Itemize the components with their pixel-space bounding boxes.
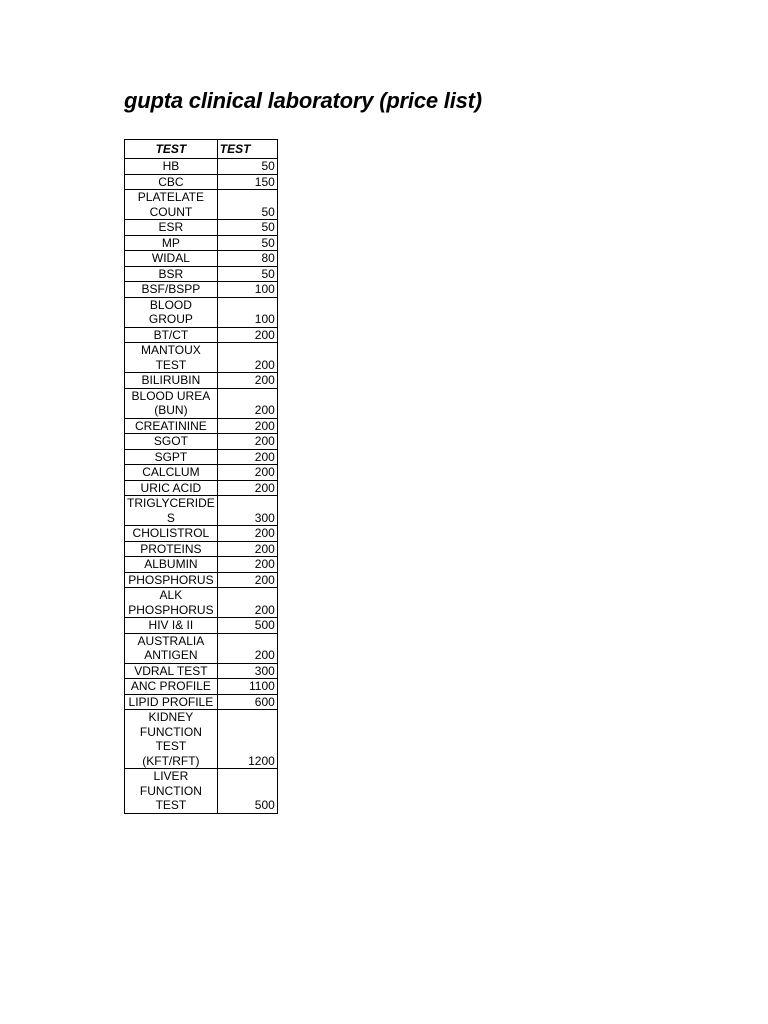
table-row xyxy=(125,174,278,190)
table-row xyxy=(125,266,278,282)
table-row xyxy=(125,710,278,769)
test-name-line: MANTOUX xyxy=(141,343,201,357)
table-row xyxy=(125,465,278,481)
test-price-cell: 200 xyxy=(217,633,277,663)
test-name-line: CREATININE xyxy=(135,418,207,433)
test-name-line: KIDNEY xyxy=(148,710,194,724)
table-row xyxy=(125,434,278,450)
test-price-cell: 150 xyxy=(217,174,277,190)
test-name-cell xyxy=(125,235,218,251)
test-name-line: FUNCTION xyxy=(139,724,202,739)
test-price-cell: 600 xyxy=(217,694,277,710)
test-price-cell: 500 xyxy=(217,618,277,634)
test-name-cell xyxy=(125,663,218,679)
test-name-line: (KFT/RFT) xyxy=(142,753,200,768)
test-name-cell xyxy=(125,418,218,434)
test-name-line: VDRAL TEST xyxy=(134,663,208,678)
test-price-cell: 200 xyxy=(217,434,277,450)
test-name-line: FUNCTION xyxy=(139,783,202,798)
table-row xyxy=(125,388,278,418)
test-name-cell xyxy=(125,526,218,542)
test-name-line: BLOOD xyxy=(149,297,192,312)
table-row xyxy=(125,282,278,298)
test-name-cell xyxy=(125,496,218,526)
table-row xyxy=(125,449,278,465)
test-name-cell xyxy=(125,297,218,327)
test-name-line: PHOSPHORUS xyxy=(128,602,214,617)
table-row xyxy=(125,327,278,343)
table-row xyxy=(125,663,278,679)
test-name-line: WIDAL xyxy=(151,251,190,265)
test-price-cell: 1100 xyxy=(217,679,277,695)
test-name-cell xyxy=(125,282,218,298)
test-name-line: PLATELATE xyxy=(137,190,205,204)
table-row xyxy=(125,769,278,814)
test-name-line: GROUP xyxy=(148,312,193,326)
test-name-line: LIPID PROFILE xyxy=(128,694,214,709)
test-name-line: HIV I& II xyxy=(148,618,194,632)
test-name-line: PHOSPHORUS xyxy=(128,572,214,587)
price-list-table xyxy=(124,139,278,814)
test-name-line: (BUN) xyxy=(154,403,188,417)
table-row xyxy=(125,297,278,327)
test-name-line: ANC PROFILE xyxy=(130,679,211,693)
test-price-cell: 300 xyxy=(217,663,277,679)
table-row xyxy=(125,633,278,663)
table-row xyxy=(125,557,278,573)
test-name-cell xyxy=(125,679,218,695)
test-name-line: BSF/BSPP xyxy=(141,282,201,296)
test-name-line: BLOOD UREA xyxy=(131,388,211,403)
table-header-row xyxy=(125,140,278,159)
test-price-cell: 200 xyxy=(217,418,277,434)
test-price-cell: 200 xyxy=(217,465,277,481)
table-row xyxy=(125,618,278,634)
test-name-line: ALK xyxy=(159,588,183,602)
test-name-cell xyxy=(125,220,218,236)
test-name-line: S xyxy=(166,510,175,525)
table-row xyxy=(125,572,278,588)
column-header-price: TEST xyxy=(217,140,277,159)
test-name-cell xyxy=(125,572,218,588)
test-name-line: COUNT xyxy=(149,204,193,219)
test-name-cell xyxy=(125,266,218,282)
test-name-line: MP xyxy=(161,235,180,250)
test-name-cell xyxy=(125,769,218,814)
test-price-cell: 200 xyxy=(217,327,277,343)
test-name-cell xyxy=(125,465,218,481)
test-name-line: URIC ACID xyxy=(140,480,202,495)
test-name-cell xyxy=(125,694,218,710)
test-price-cell: 200 xyxy=(217,388,277,418)
test-price-cell: 100 xyxy=(217,297,277,327)
table-row xyxy=(125,190,278,220)
test-name-line: CALCLUM xyxy=(142,465,200,479)
table-row xyxy=(125,496,278,526)
table-row xyxy=(125,588,278,618)
test-name-line: BSR xyxy=(158,266,184,281)
table-row xyxy=(125,480,278,496)
test-name-line: LIVER xyxy=(153,769,189,783)
test-name-line: CBC xyxy=(158,174,184,189)
test-name-line: ESR xyxy=(158,220,184,234)
table-row xyxy=(125,694,278,710)
page-title: gupta clinical laboratory (price list) xyxy=(124,88,482,113)
test-name-line: TRIGLYCERIDE xyxy=(127,496,215,510)
table-row xyxy=(125,679,278,695)
test-price-cell: 200 xyxy=(217,526,277,542)
test-name-line: SGOT xyxy=(153,434,188,448)
table-row xyxy=(125,235,278,251)
test-price-cell: 50 xyxy=(217,159,277,175)
test-name-line: BILIRUBIN xyxy=(141,373,201,387)
price-list-body xyxy=(125,159,278,814)
test-name-line: BT/CT xyxy=(153,327,189,342)
column-header-test: TEST xyxy=(125,140,218,159)
test-name-line: AUSTRALIA xyxy=(137,633,205,648)
test-name-cell xyxy=(125,327,218,343)
test-price-cell: 200 xyxy=(217,572,277,588)
table-row xyxy=(125,220,278,236)
test-price-cell: 500 xyxy=(217,769,277,814)
test-name-cell xyxy=(125,174,218,190)
test-name-line: CHOLISTROL xyxy=(132,526,210,540)
test-price-cell: 1200 xyxy=(217,710,277,769)
test-price-cell: 50 xyxy=(217,235,277,251)
test-name-line: HB xyxy=(162,159,180,173)
test-name-line: PROTEINS xyxy=(140,541,202,556)
table-row xyxy=(125,251,278,267)
test-price-cell: 200 xyxy=(217,480,277,496)
test-price-cell: 50 xyxy=(217,220,277,236)
test-price-cell: 200 xyxy=(217,557,277,573)
table-row xyxy=(125,159,278,175)
test-name-cell xyxy=(125,710,218,769)
test-price-cell: 100 xyxy=(217,282,277,298)
test-price-cell: 50 xyxy=(217,266,277,282)
test-name-cell xyxy=(125,541,218,557)
table-row xyxy=(125,343,278,373)
test-name-cell xyxy=(125,449,218,465)
test-name-cell xyxy=(125,618,218,634)
table-row xyxy=(125,418,278,434)
test-name-cell xyxy=(125,373,218,389)
test-name-cell xyxy=(125,557,218,573)
table-row xyxy=(125,373,278,389)
test-name-line: SGPT xyxy=(154,449,188,464)
test-name-cell xyxy=(125,343,218,373)
test-name-cell xyxy=(125,480,218,496)
test-price-cell: 80 xyxy=(217,251,277,267)
test-name-cell xyxy=(125,388,218,418)
table-row xyxy=(125,526,278,542)
test-price-cell: 200 xyxy=(217,343,277,373)
test-price-cell: 200 xyxy=(217,588,277,618)
test-price-cell: 200 xyxy=(217,541,277,557)
table-row xyxy=(125,541,278,557)
test-name-line: ANTIGEN xyxy=(144,648,198,662)
test-name-line: TEST xyxy=(155,739,187,753)
test-price-cell: 300 xyxy=(217,496,277,526)
test-name-cell xyxy=(125,251,218,267)
test-name-cell xyxy=(125,159,218,175)
test-name-cell xyxy=(125,633,218,663)
test-price-cell: 200 xyxy=(217,449,277,465)
test-name-line: TEST xyxy=(155,798,187,812)
test-price-cell: 50 xyxy=(217,190,277,220)
test-name-line: ALBUMIN xyxy=(144,557,198,571)
test-name-cell xyxy=(125,190,218,220)
test-name-line: TEST xyxy=(155,357,187,372)
test-price-cell: 200 xyxy=(217,373,277,389)
test-name-cell xyxy=(125,434,218,450)
test-name-cell xyxy=(125,588,218,618)
